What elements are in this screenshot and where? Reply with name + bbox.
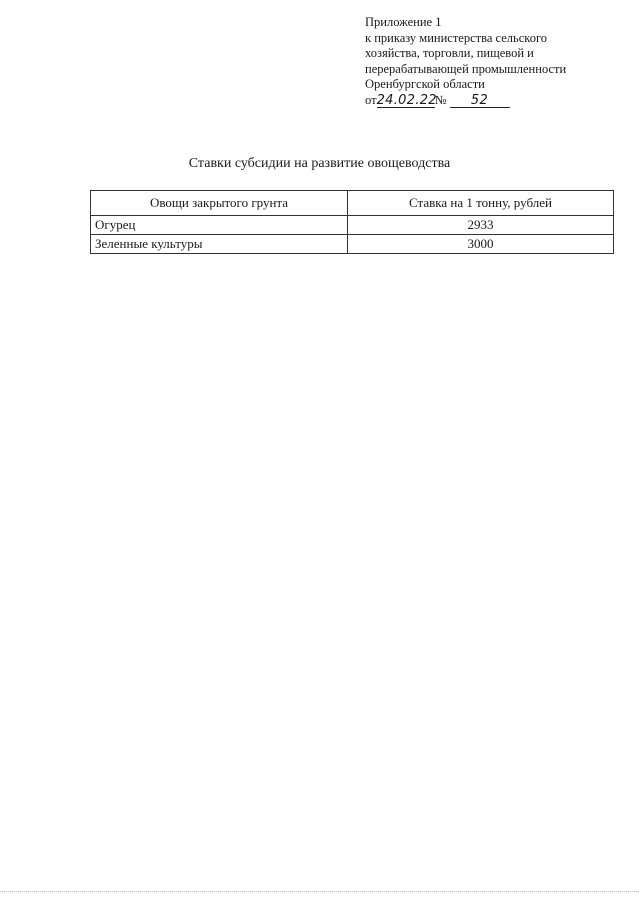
table-row xyxy=(91,216,614,235)
row-rate: 3000 xyxy=(348,235,614,254)
table-row xyxy=(91,235,614,254)
document-title: Ставки субсидии на развитие овощеводства xyxy=(188,156,451,171)
scan-edge-line xyxy=(0,891,639,892)
order-date-number-line xyxy=(365,93,625,109)
row-rate: 2933 xyxy=(348,216,614,235)
attachment-region-line: Оренбургской области xyxy=(365,77,485,91)
subsidy-rates-table xyxy=(90,190,614,254)
attachment-industry-line: перерабатывающей промышленности xyxy=(365,61,567,76)
row-name: Огурец xyxy=(91,216,348,235)
order-number: 52 xyxy=(450,94,510,108)
column-header-rate: Ставка на 1 тонну, рублей xyxy=(348,191,614,216)
order-date: 24.02.22 xyxy=(376,92,437,108)
attachment-header xyxy=(365,15,625,108)
attachment-ministry-line: хозяйства, торговли, пищевой и xyxy=(365,46,534,60)
attachment-title: Приложение 1 xyxy=(365,15,442,29)
number-prefix: № xyxy=(434,92,447,107)
date-prefix: от xyxy=(365,92,377,107)
attachment-order-line: к приказу министерства сельского xyxy=(365,30,548,45)
column-header-vegetables: Овощи закрытого грунта xyxy=(91,191,348,216)
table-header-row xyxy=(91,191,614,216)
row-name: Зеленные культуры xyxy=(91,235,348,254)
